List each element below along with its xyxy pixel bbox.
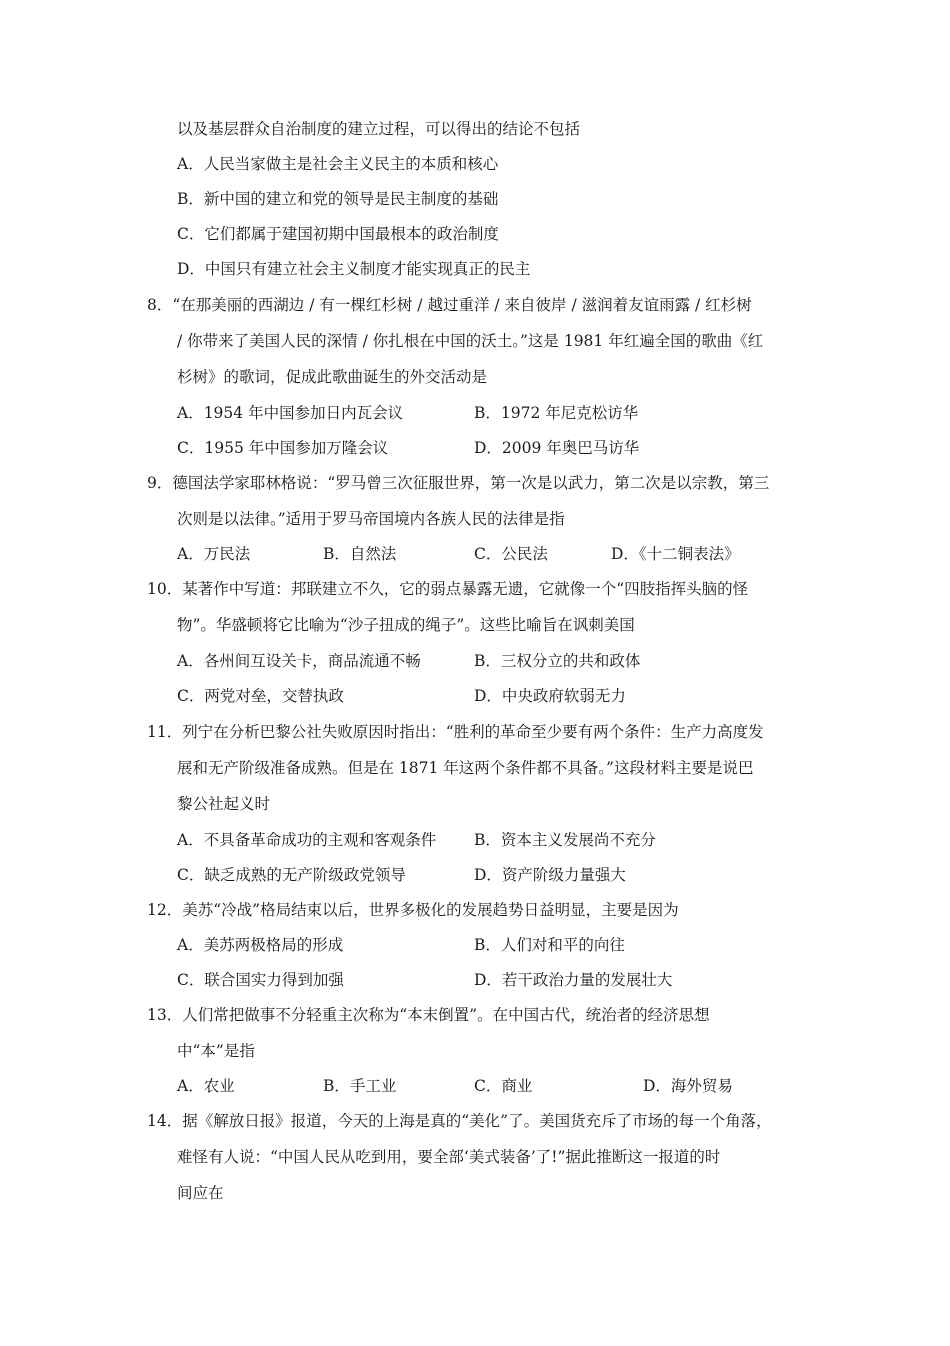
q13-option-b: B．手工业 bbox=[323, 1077, 397, 1095]
q11-stem-line3: 黎公社起义时 bbox=[177, 795, 271, 813]
q8-option-d: D．2009 年奥巴马访华 bbox=[474, 439, 640, 457]
q7-option-d: D．中国只有建立社会主义制度才能实现真正的民主 bbox=[177, 260, 531, 278]
q8-option-c: C．1955 年中国参加万隆会议 bbox=[177, 439, 389, 457]
q10-option-b: B．三权分立的共和政体 bbox=[474, 652, 641, 670]
q12-option-c: C．联合国实力得到加强 bbox=[177, 971, 344, 989]
q13-stem-line1: 13．人们常把做事不分轻重主次称为“本末倒置”。在中国古代，统治者的经济思想 bbox=[147, 1006, 710, 1024]
q13-option-d: D．海外贸易 bbox=[643, 1077, 733, 1095]
q9-option-d: D．《十二铜表法》 bbox=[611, 545, 740, 563]
q10-option-c: C．两党对垒，交替执政 bbox=[177, 687, 344, 705]
q11-stem-line1: 11．列宁在分析巴黎公社失败原因时指出：“胜利的革命至少要有两个条件：生产力高度发 bbox=[147, 723, 764, 741]
q9-option-a: A．万民法 bbox=[177, 545, 251, 563]
q12-option-d: D．若干政治力量的发展壮大 bbox=[474, 971, 673, 989]
q10-option-d: D．中央政府软弱无力 bbox=[474, 687, 626, 705]
q8-stem-line3: 杉树》的歌词，促成此歌曲诞生的外交活动是 bbox=[177, 368, 488, 386]
q12-option-a: A．美苏两极格局的形成 bbox=[177, 936, 344, 954]
q7-option-b: B．新中国的建立和党的领导是民主制度的基础 bbox=[177, 190, 499, 208]
q14-stem-line2: 难怪有人说：“中国人民从吃到用，要全部‘美式装备’了!”据此推断这一报道的时 bbox=[177, 1148, 721, 1166]
q8-option-b: B．1972 年尼克松访华 bbox=[474, 404, 639, 422]
q11-option-d: D．资产阶级力量强大 bbox=[474, 866, 626, 884]
q9-option-c: C．公民法 bbox=[474, 545, 548, 563]
q7-option-c: C．它们都属于建国初期中国最根本的政治制度 bbox=[177, 225, 499, 243]
q13-option-a: A．农业 bbox=[177, 1077, 235, 1095]
q14-stem-line3: 间应在 bbox=[177, 1184, 224, 1202]
q12-option-b: B．人们对和平的向往 bbox=[474, 936, 625, 954]
q14-stem-line1: 14．据《解放日报》报道，今天的上海是真的“美化”了。美国货充斥了市场的每一个角落， bbox=[147, 1112, 772, 1130]
q9-option-b: B．自然法 bbox=[323, 545, 397, 563]
q12-stem-line1: 12．美苏“冷战”格局结束以后，世界多极化的发展趋势日益明显，主要是因为 bbox=[147, 901, 679, 919]
q11-option-a: A．不具备革命成功的主观和客观条件 bbox=[177, 831, 437, 849]
q7-option-a: A．人民当家做主是社会主义民主的本质和核心 bbox=[177, 155, 499, 173]
q10-option-a: A．各州间互设关卡，商品流通不畅 bbox=[177, 652, 421, 670]
q7-stem-continuation: 以及基层群众自治制度的建立过程，可以得出的结论不包括 bbox=[177, 120, 581, 138]
q11-option-c: C．缺乏成熟的无产阶级政党领导 bbox=[177, 866, 406, 884]
q11-option-b: B．资本主义发展尚不充分 bbox=[474, 831, 656, 849]
q8-stem-line1: 8．“在那美丽的西湖边 / 有一棵红杉树 / 越过重洋 / 来自彼岸 / 滋润着友谊雨露 / 红杉树 bbox=[147, 296, 752, 314]
q8-stem-line2: / 你带来了美国人民的深情 / 你扎根在中国的沃土。”这是 1981 年红遍全国的歌曲《红 bbox=[177, 332, 764, 350]
q13-option-c: C．商业 bbox=[474, 1077, 533, 1095]
q10-stem-line1: 10．某著作中写道：邦联建立不久，它的弱点暴露无遗，它就像一个“四肢指挥头脑的怪 bbox=[147, 580, 749, 598]
q13-stem-line2: 中“本”是指 bbox=[177, 1042, 255, 1060]
q9-stem-line2: 次则是以法律。”适用于罗马帝国境内各族人民的法律是指 bbox=[177, 510, 565, 528]
q10-stem-line2: 物”。华盛顿将它比喻为“沙子扭成的绳子”。这些比喻旨在讽刺美国 bbox=[177, 616, 635, 634]
q8-option-a: A．1954 年中国参加日内瓦会议 bbox=[177, 404, 404, 422]
q11-stem-line2: 展和无产阶级准备成熟。但是在 1871 年这两个条件都不具备。”这段材料主要是说巴 bbox=[177, 759, 754, 777]
q9-stem-line1: 9．德国法学家耶林格说：“罗马曾三次征服世界，第一次是以武力，第二次是以宗教，第三 bbox=[147, 474, 770, 492]
